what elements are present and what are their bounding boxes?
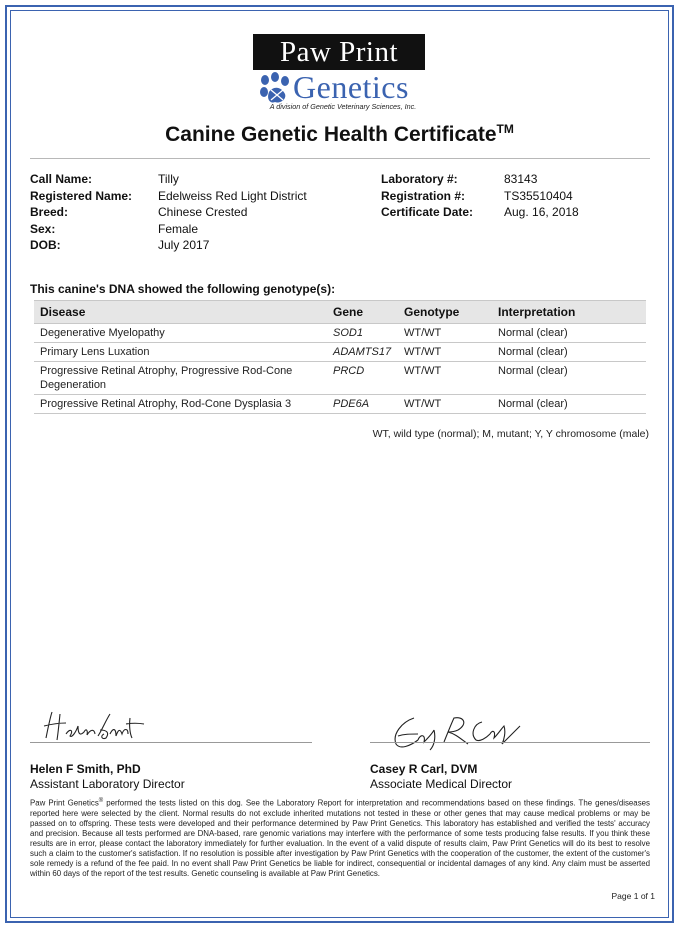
gene-cell: PRCD (327, 362, 398, 395)
signatory-name-1: Helen F Smith, PhD (30, 762, 141, 776)
call-name-value: Tilly (158, 172, 179, 186)
breed-label: Breed: (30, 205, 69, 219)
title-text: Canine Genetic Health Certificate (165, 123, 497, 146)
header-interpretation: Interpretation (492, 301, 646, 324)
sex-label: Sex: (30, 221, 56, 236)
table-row (34, 324, 646, 343)
disease-cell: Progressive Retinal Atrophy, Rod-Cone Dysplasia 3 (34, 395, 327, 414)
disease-cell: Primary Lens Luxation (34, 343, 327, 362)
signatory-name-2: Casey R Carl, DVM (370, 762, 478, 776)
sex-value: Female (158, 221, 199, 236)
logo-subtitle: A division of Genetic Veterinary Sciences, Inc. (269, 102, 417, 111)
disclaimer-body: performed the tests listed on this dog. See the Laboratory Report for interpretation and recommendations based on these findings. The genes/diseases reported here were selected by the client. Normal results do not exclude inherited mutations not tested in these or other genes that may cause medical problems or may be passed on to offspring. These tests were developed and their performance determined by Paw Print Genetics. This laboratory has established and verified the tests' accuracy and precision. Because all tests performed are DNA-based, rare genomic variations may interfere with the performance of some tests producing false results. If you think these results are in error, please contact the laboratory immediately for further evaluation. In the event of a valid dispute of results claim, Paw Print Genetics will do its best to resolve such a claim to the customer's satisfaction. If no resolution is possible after investigation by Paw Print Genetics with the cooperation of the customer, the extent of the customer's sole remedy is a refund of the fee paid. In no event shall Paw Print Genetics be liable for indirect, consequential or incidental damages of any kind. Any claim must be asserted within 60 days of the report of the test results. Genetic counseling is available at Paw Print Genetics. (30, 798, 650, 878)
gene-cell: SOD1 (327, 324, 398, 343)
table-row (34, 395, 646, 414)
lab-number-label: Laboratory #: (381, 172, 458, 186)
registration-value: TS35510404 (504, 188, 573, 203)
interpretation-cell: Normal (clear) (492, 362, 646, 395)
dog-info (30, 171, 350, 261)
genotype-cell: WT/WT (398, 362, 492, 395)
call-name-label: Call Name: (30, 172, 93, 186)
title-divider (30, 158, 650, 159)
breed-value: Chinese Crested (158, 205, 248, 219)
paw-dna-icon (257, 72, 293, 106)
registration-label: Registration #: (381, 188, 466, 203)
signatory-title-1: Assistant Laboratory Director (30, 777, 185, 791)
interpretation-cell: Normal (clear) (492, 395, 646, 414)
disease-cell: Progressive Retinal Atrophy, Progressive Rod-Cone Degeneration (34, 362, 327, 395)
signature-helen-smith (40, 708, 150, 746)
gene-cell: PDE6A (327, 395, 398, 414)
legal-disclaimer (30, 796, 650, 879)
signature-line-right (370, 742, 650, 743)
genotype-cell: WT/WT (398, 324, 492, 343)
certificate-date-value: Aug. 16, 2018 (504, 205, 579, 219)
registered-mark: ® (98, 798, 104, 804)
header-gene: Gene (327, 301, 398, 324)
interpretation-cell: Normal (clear) (492, 343, 646, 362)
lab-info (381, 171, 651, 227)
table-row (34, 343, 646, 362)
interpretation-cell: Normal (clear) (492, 324, 646, 343)
signature-casey-carl (384, 712, 534, 752)
logo-line1: Paw Print (253, 34, 425, 70)
company-logo (253, 34, 428, 112)
genotype-table (34, 300, 646, 414)
disclaimer-brand: Paw Print Genetics (30, 798, 99, 808)
lab-number-value: 83143 (504, 172, 538, 186)
disease-cell: Degenerative Myelopathy (34, 324, 327, 343)
genotype-cell: WT/WT (398, 395, 492, 414)
certificate-date-label: Certificate Date: (381, 205, 474, 219)
genotype-legend: WT, wild type (normal); M, mutant; Y, Y chromosome (male) (372, 428, 649, 440)
header-genotype: Genotype (398, 301, 492, 324)
page-number: Page 1 of 1 (611, 891, 655, 901)
signature-line-left (30, 742, 312, 743)
logo-line2: Genetics (293, 69, 409, 105)
page-title (0, 122, 679, 147)
dob-value: July 2017 (158, 238, 210, 252)
table-header-row (34, 301, 646, 324)
header-disease: Disease (34, 301, 327, 324)
results-heading: This canine's DNA showed the following genotype(s): (30, 282, 336, 296)
dob-label: DOB: (30, 238, 61, 252)
gene-cell: ADAMTS17 (327, 343, 398, 362)
signatory-title-2: Associate Medical Director (370, 777, 513, 791)
genotype-cell: WT/WT (398, 343, 492, 362)
registered-name-value: Edelweiss Red Light District (158, 188, 307, 203)
trademark-mark: TM (496, 122, 514, 136)
table-row (34, 362, 646, 395)
registered-name-label: Registered Name: (30, 188, 133, 203)
